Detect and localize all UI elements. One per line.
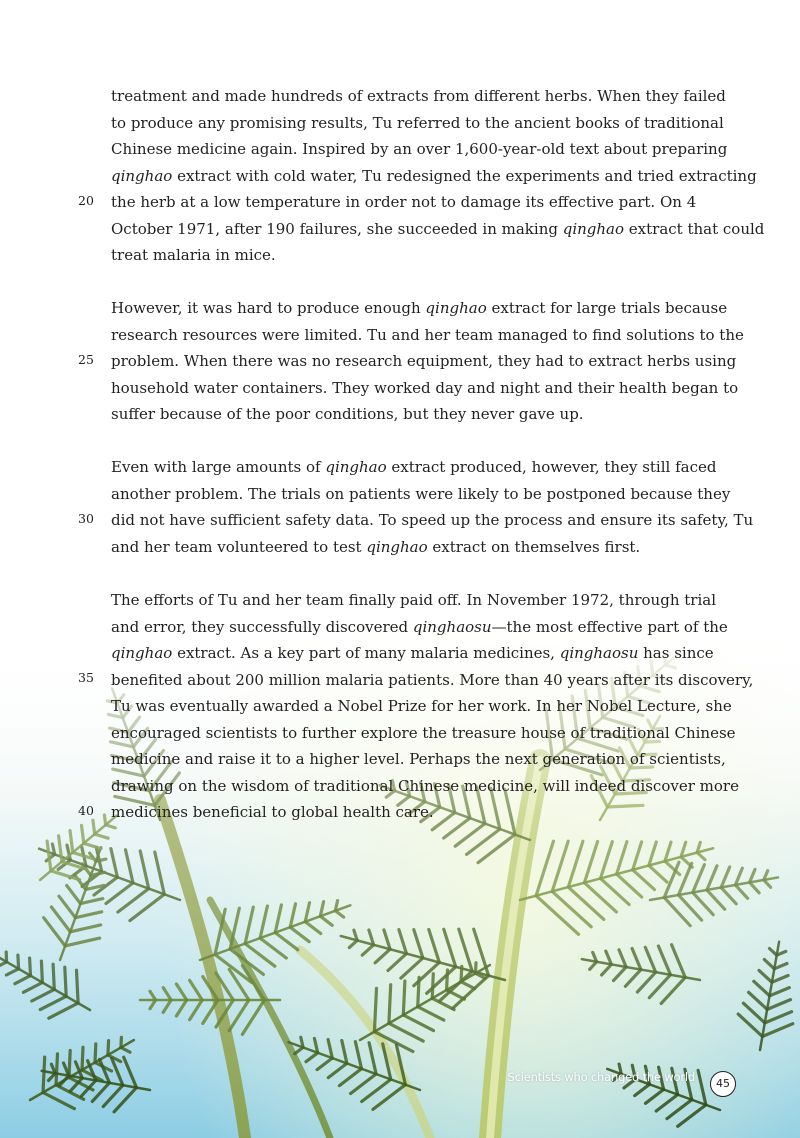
text-line: Even with large amounts of qinghao extract produced, however, they still faced xyxy=(111,458,717,476)
text-line: to produce any promising results, Tu referred to the ancient books of traditional xyxy=(111,113,724,132)
text-line: and her team volunteered to test qinghao extract on themselves first. xyxy=(111,537,641,556)
running-title: Scientists who changed the world xyxy=(507,1070,695,1084)
text-line: problem. When there was no research equipment, they had to extract herbs using xyxy=(111,352,737,370)
text-line: and error, they successfully discovered qinghaosu—the most effective part of the xyxy=(111,617,728,636)
text-line: medicines beneficial to global health care. xyxy=(111,803,434,821)
paragraph xyxy=(111,83,765,269)
text-line: The efforts of Tu and her team finally paid off. In November 1972, through trial xyxy=(111,591,716,609)
paragraph xyxy=(111,587,754,826)
text-line: suffer because of the poor conditions, but they never gave up. xyxy=(111,405,584,423)
text-line: the herb at a low temperature in order not to damage its effective part. On 4 xyxy=(111,193,697,211)
page-number: 45 xyxy=(710,1071,736,1097)
line-number: 30 xyxy=(78,511,94,526)
text-line: another problem. The trials on patients were likely to be postponed because they xyxy=(111,484,731,503)
line-number: 20 xyxy=(78,193,94,208)
line-number: 35 xyxy=(78,670,94,685)
text-line: Tu was eventually awarded a Nobel Prize for her work. In her Nobel Lecture, she xyxy=(111,697,732,715)
text-line: encouraged scientists to further explore the treasure house of traditional Chinese xyxy=(111,723,736,742)
text-line: benefited about 200 million malaria patients. More than 40 years after its discovery, xyxy=(111,670,754,689)
paragraph xyxy=(111,295,744,428)
line-number: 25 xyxy=(78,352,94,367)
text-line: research resources were limited. Tu and her team managed to find solutions to the xyxy=(111,325,744,344)
paragraph xyxy=(111,454,754,560)
text-line: Chinese medicine again. Inspired by an over 1,600-year-old text about preparing xyxy=(111,140,728,158)
text-line: qinghao extract. As a key part of many malaria medicines, qinghaosu has since xyxy=(111,644,714,662)
text-line: did not have sufficient safety data. To speed up the process and ensure its safety, Tu xyxy=(111,511,754,529)
text-line: household water containers. They worked day and night and their health began to xyxy=(111,378,739,397)
text-line: October 1971, after 190 failures, she succeeded in making qinghao extract that could xyxy=(111,219,765,238)
text-line: drawing on the wisdom of traditional Chinese medicine, will indeed discover more xyxy=(111,776,739,795)
text-line: treatment and made hundreds of extracts from different herbs. When they failed xyxy=(111,87,726,105)
text-line: However, it was hard to produce enough qinghao extract for large trials because xyxy=(111,299,728,317)
text-line: treat malaria in mice. xyxy=(111,246,276,264)
text-line: medicine and raise it to a higher level. Perhaps the next generation of scientists, xyxy=(111,750,726,768)
text-line: qinghao extract with cold water, Tu redesigned the experiments and tried extracting xyxy=(111,166,757,185)
line-number: 40 xyxy=(78,803,94,818)
